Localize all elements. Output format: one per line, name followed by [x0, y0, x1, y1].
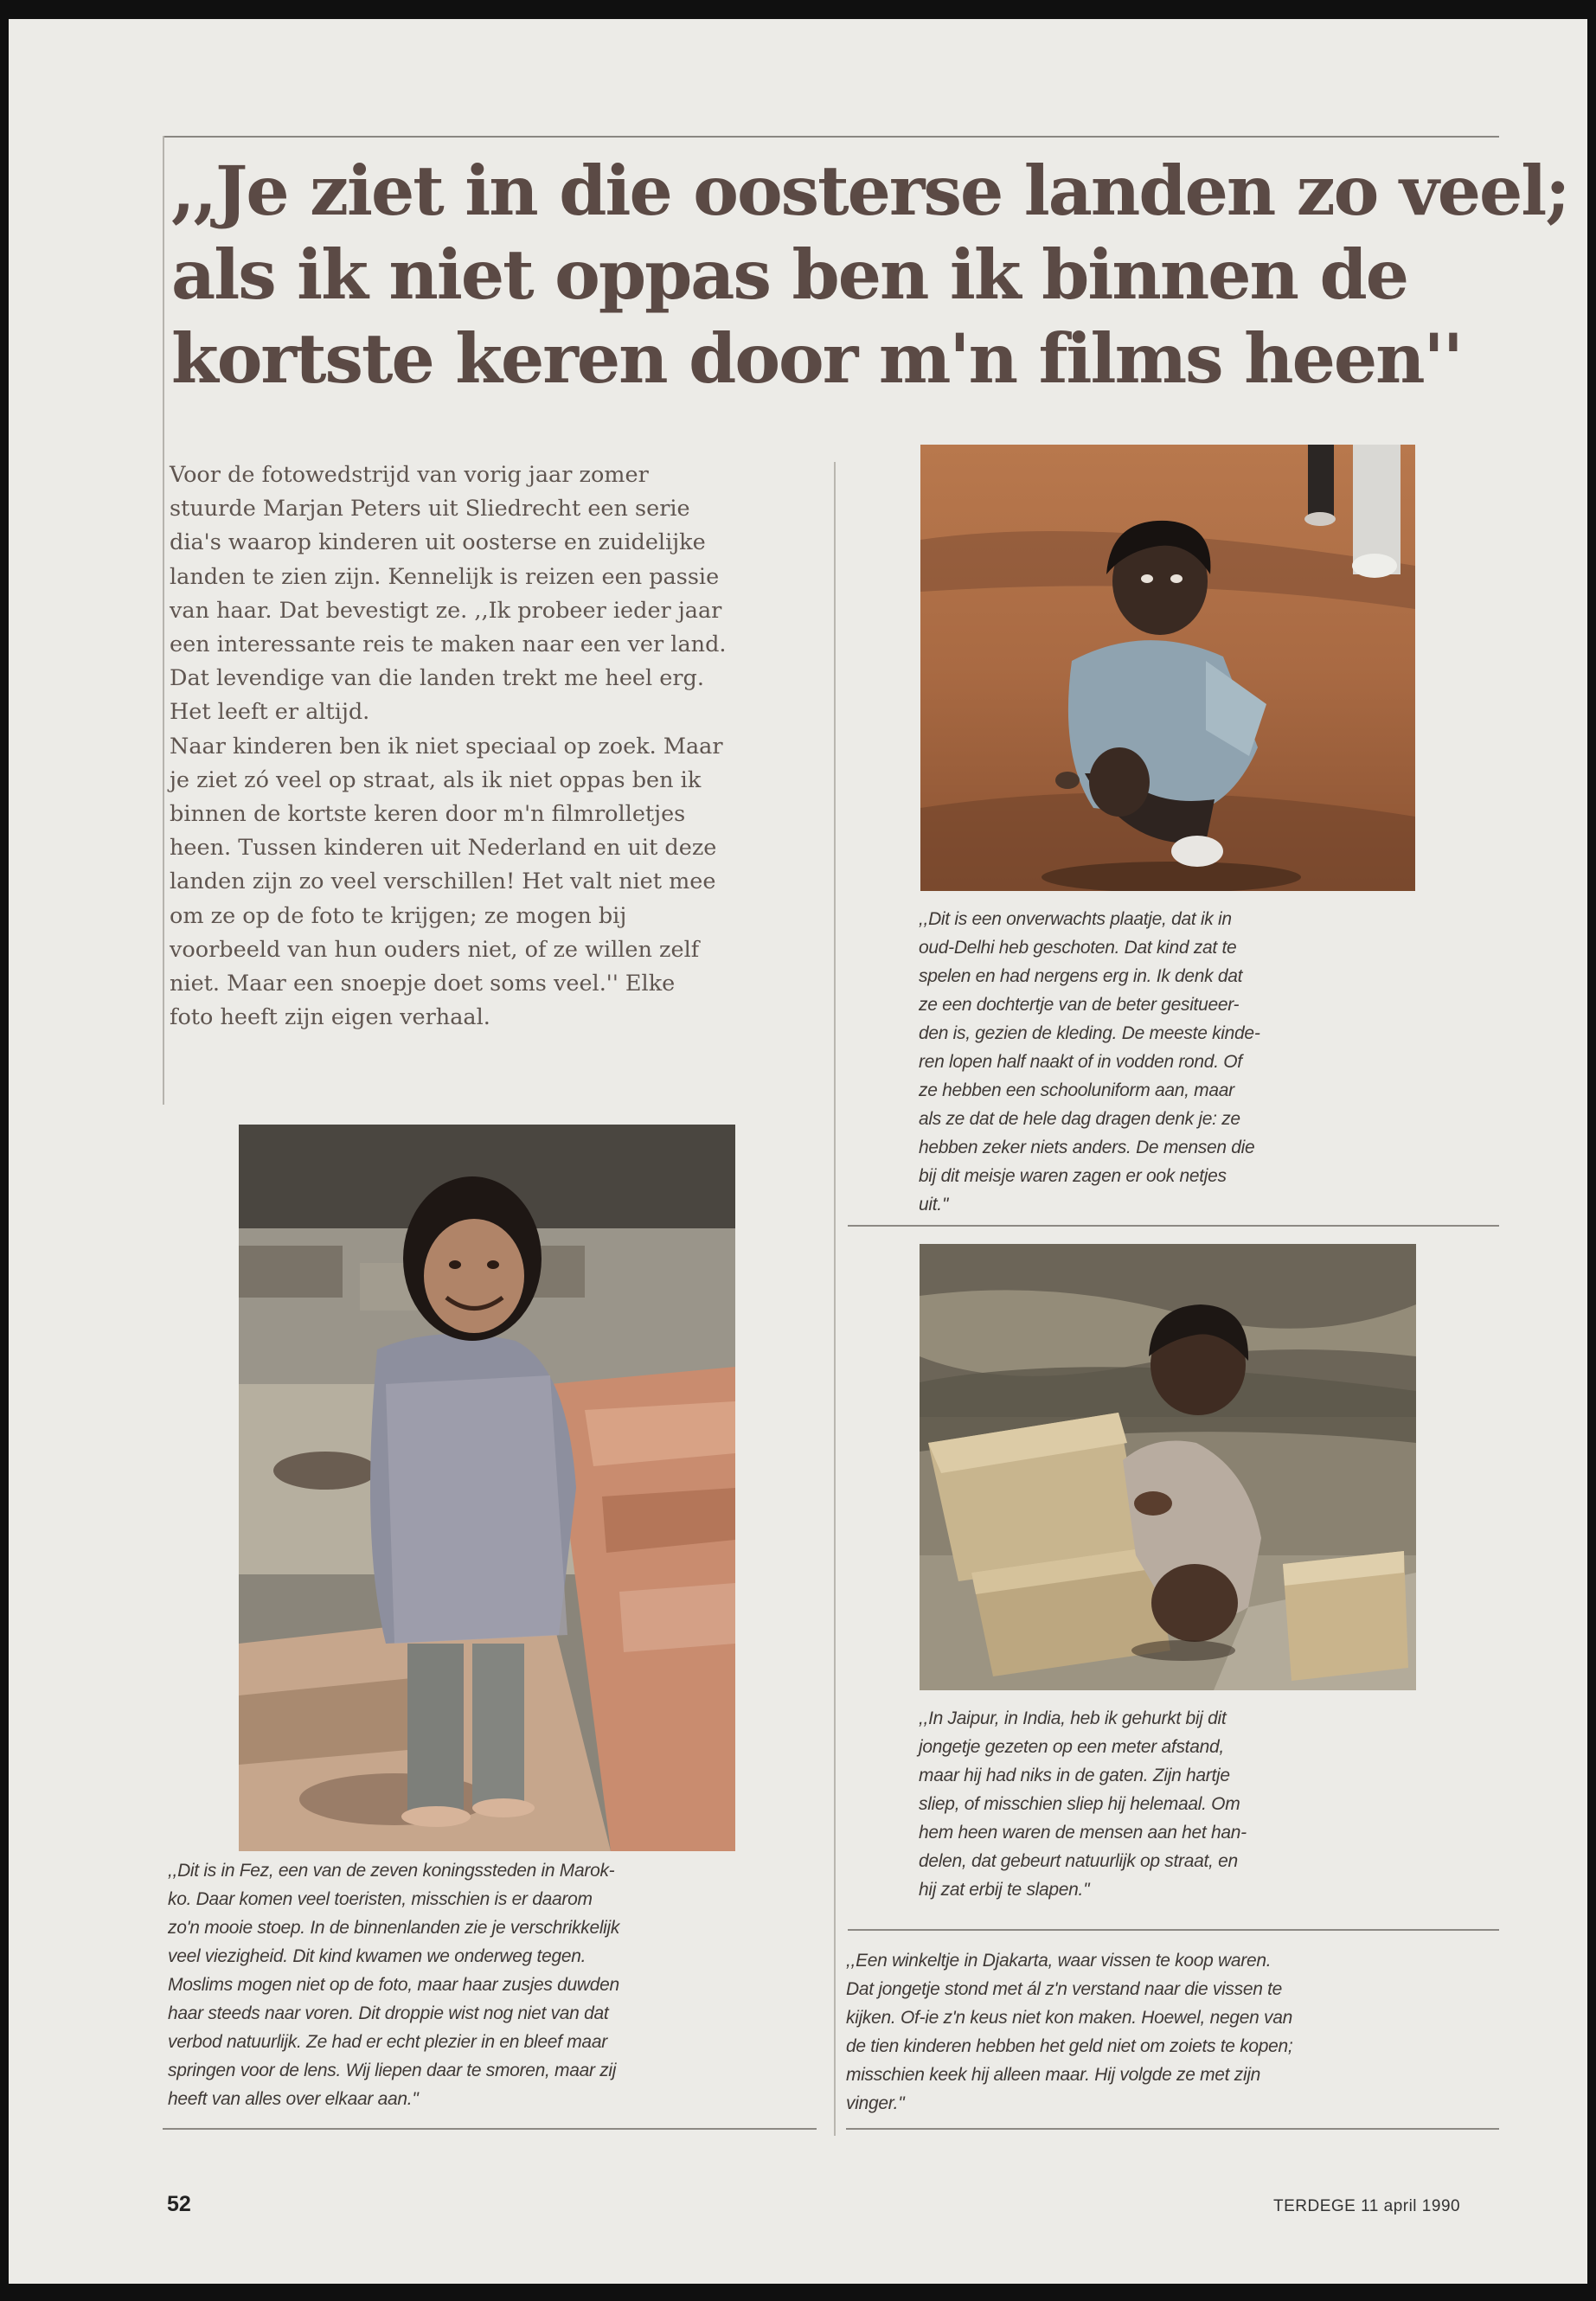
intro-line: Dat levendige van die landen trekt me heel erg.	[170, 665, 704, 692]
headline	[171, 149, 1569, 401]
caption-line: ren lopen half naakt of in vodden rond. Of	[919, 1052, 1242, 1072]
caption-line: misschien keek hij alleen maar. Hij volgde ze met zijn	[846, 2065, 1261, 2085]
caption-line: spelen en had nergens erg in. Ik denk dat	[919, 966, 1243, 986]
caption-line: ,,Dit is een onverwachts plaatje, dat ik in	[919, 909, 1232, 929]
caption-fez	[168, 1856, 619, 2113]
caption-jaipur	[919, 1704, 1247, 1904]
caption-line: ko. Daar komen veel toeristen, misschien is er daarom	[168, 1889, 593, 1909]
caption-line: heeft van alles over elkaar aan.''	[168, 2089, 419, 2109]
page-number: 52	[167, 2192, 191, 2216]
caption-line: als ze dat de hele dag dragen denk je: ze	[919, 1109, 1240, 1129]
headline-line: als ik niet oppas ben ik binnen de	[171, 234, 1407, 315]
intro-line: Naar kinderen ben ik niet speciaal op zoek. Maar	[170, 733, 723, 760]
intro-line: stuurde Marjan Peters uit Sliedrecht een serie	[170, 496, 690, 522]
caption-line: verbod natuurlijk. Ze had er echt plezier in en bleef maar	[168, 2032, 607, 2052]
caption-line: ze een dochtertje van de beter gesitueer-	[919, 995, 1240, 1015]
photo-fez-girl	[239, 1125, 735, 1851]
photo-delhi-girl	[920, 445, 1415, 891]
caption-line: Dat jongetje stond met ál z'n verstand naar die vissen te	[846, 1979, 1283, 1999]
intro-line: een interessante reis te maken naar een ver land.	[170, 631, 727, 658]
headline-frame-top	[163, 136, 1499, 138]
caption-line: ,,Dit is in Fez, een van de zeven koningssteden in Marok-	[168, 1861, 615, 1881]
publication-footer: TERDEGE 11 april 1990	[1273, 2197, 1461, 2215]
intro-line: niet. Maar een snoepje doet soms veel.'' Elke	[170, 971, 676, 997]
caption-line: bij dit meisje waren zagen er ook netjes	[919, 1166, 1227, 1186]
caption-line: sliep, of misschien sliep hij helemaal. Om	[919, 1794, 1240, 1814]
caption-line: ze hebben een schooluniform aan, maar	[919, 1080, 1234, 1100]
caption-line: den is, gezien de kleding. De meeste kinde-	[919, 1023, 1260, 1043]
caption-line: oud-Delhi heb geschoten. Dat kind zat te	[919, 938, 1237, 958]
intro-text	[170, 458, 827, 1035]
caption-line: maar hij had niks in de gaten. Zijn hartje	[919, 1766, 1230, 1785]
intro-line: foto heeft zijn eigen verhaal.	[170, 1004, 490, 1031]
caption-line: hij zat erbij te slapen.''	[919, 1880, 1090, 1900]
intro-line: dia's waarop kinderen uit oosterse en zuidelijke	[170, 529, 706, 556]
rule-right-middle	[848, 1929, 1499, 1931]
caption-line: hebben zeker niets anders. De mensen die	[919, 1138, 1255, 1157]
caption-line: Moslims mogen niet op de foto, maar haar zusjes duwden	[168, 1975, 619, 1995]
intro-line: je ziet zó veel op straat, als ik niet oppas ben ik	[170, 766, 702, 793]
column-divider	[834, 462, 836, 2136]
caption-line: jongetje gezeten op een meter afstand,	[919, 1737, 1224, 1757]
magazine-page	[9, 19, 1587, 2284]
headline-line: kortste keren door m'n films heen''	[171, 318, 1462, 399]
caption-delhi	[919, 905, 1260, 1219]
caption-line: veel viezigheid. Dit kind kwamen we onderweg tegen.	[168, 1946, 586, 1966]
caption-line: ,,In Jaipur, in India, heb ik gehurkt bij dit	[919, 1708, 1227, 1728]
caption-line: uit.''	[919, 1195, 949, 1215]
caption-line: de tien kinderen hebben het geld niet om zoiets te kopen;	[846, 2036, 1293, 2056]
intro-line: om ze op de foto te krijgen; ze mogen bij	[170, 902, 627, 929]
intro-line: Het leeft er altijd.	[170, 699, 370, 726]
rule-bottom-right	[846, 2128, 1499, 2130]
rule-right-top	[848, 1225, 1499, 1227]
caption-line: ,,Een winkeltje in Djakarta, waar vissen te koop waren.	[846, 1951, 1272, 1971]
intro-line: van haar. Dat bevestigt ze. ,,Ik probeer ieder jaar	[170, 597, 722, 624]
intro-line: landen zijn zo veel verschillen! Het valt niet mee	[170, 868, 716, 895]
intro-line: heen. Tussen kinderen uit Nederland en uit deze	[170, 835, 717, 862]
intro-line: Voor de fotowedstrijd van vorig jaar zomer	[170, 462, 649, 488]
caption-line: haar steeds naar voren. Dit droppie wist nog niet van dat	[168, 2003, 609, 2023]
caption-line: springen voor de lens. Wij liepen daar te smoren, maar zij	[168, 2061, 617, 2080]
caption-line: vinger.''	[846, 2093, 905, 2113]
headline-line: ,,Je ziet in die oosterse landen zo veel;	[171, 151, 1569, 231]
intro-line: landen te zien zijn. Kennelijk is reizen een passie	[170, 563, 720, 590]
headline-frame-left	[163, 136, 164, 1105]
photo-jaipur-boy	[920, 1244, 1416, 1690]
caption-line: zo'n mooie stoep. In de binnenlanden zie je verschrikkelijk	[168, 1918, 620, 1938]
intro-line: binnen de kortste keren door m'n filmrolletjes	[170, 801, 686, 828]
caption-djakarta	[846, 1946, 1292, 2118]
rule-bottom-left	[163, 2128, 817, 2130]
caption-line: delen, dat gebeurt natuurlijk op straat, en	[919, 1851, 1238, 1871]
caption-line: hem heen waren de mensen aan het han-	[919, 1823, 1247, 1843]
caption-line: kijken. Of-ie z'n keus niet kon maken. Hoewel, negen van	[846, 2008, 1292, 2028]
intro-line: voorbeeld van hun ouders niet, of ze willen zelf	[170, 936, 700, 963]
